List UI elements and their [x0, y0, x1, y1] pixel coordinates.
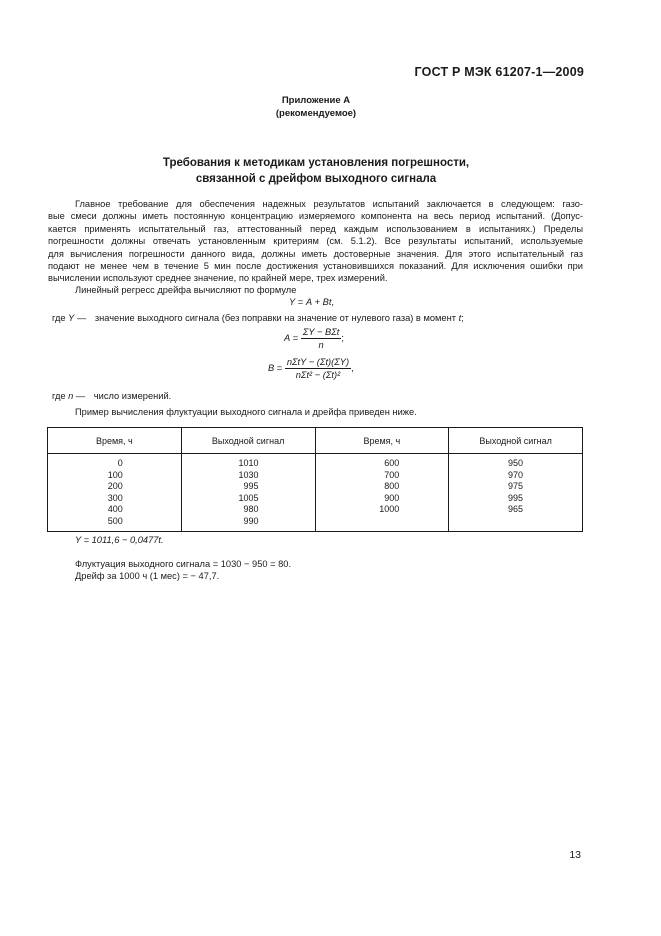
section-title-line2: связанной с дрейфом выходного сигнала: [195, 173, 437, 185]
result-equation: Y = 1011,6 − 0,0477t.: [75, 535, 164, 545]
section-title-line1: Требования к методикам установления погрешности,: [162, 157, 470, 169]
table-cell: 0 100 200 300 400 500: [48, 454, 182, 532]
paragraph-line: погрешности должны отвечать установленным критериям (см. 5.1.2). Все результаты испытаний, используемые: [48, 236, 583, 247]
formula-linear-regression: Y = A + Bt,: [289, 297, 335, 307]
table-header: Время, ч: [315, 428, 449, 454]
table-header: Выходной сигнал: [449, 428, 583, 454]
paragraph-line: кается применять испытательный газ, аттестованный перед каждым использованием в испытаниях.) Пределы: [48, 223, 583, 234]
annex-status: (рекомендуемое): [275, 108, 357, 119]
paragraph-line: Главное требование для обеспечения надежных результатов испытаний заключается в следующем: газо-: [75, 199, 583, 209]
paragraph-line: для вычисления погрешности данного вида, должны иметь достоверные значения. Для этого испытательный газ: [48, 248, 583, 259]
definition-y: где Y — значение выходного сигнала (без поправки на значение от нулевого газа) в момент t;: [52, 313, 464, 323]
paragraph-regression: Линейный регресс дрейфа вычисляют по формуле: [75, 285, 297, 295]
table-cell: 600 700 800 900 1000: [315, 454, 449, 532]
table-header: Выходной сигнал: [181, 428, 315, 454]
table-header: Время, ч: [48, 428, 182, 454]
formula-b: B = $\frac{\text{nΣtY − (Σt)(ΣY)}}{\text{nΣt² − (Σt)²}}$ ,: [268, 357, 354, 380]
data-table: [47, 427, 583, 532]
table-header-row: [48, 428, 583, 454]
paragraph-line: вычислении используют среднее значение, по крайней мере, трех измерений.: [48, 273, 388, 284]
paragraph-line: вые смеси должны иметь постоянную концентрацию измеряемого компонента на весь период испытаний. (Допус-: [48, 211, 583, 222]
table-cell: 950 970 975 995 965: [449, 454, 583, 532]
fluctuation-result: Флуктуация выходного сигнала = 1030 − 950 = 80.: [75, 559, 292, 569]
table-cell: 1010 1030 995 1005 980 990: [181, 454, 315, 532]
example-intro: Пример вычисления флуктуации выходного сигнала и дрейфа приведен ниже.: [75, 407, 417, 417]
document-header: ГОСТ Р МЭК 61207-1—2009: [414, 65, 584, 79]
annex-title: Приложение А: [281, 95, 351, 106]
page-number: 13: [569, 849, 581, 861]
drift-result: Дрейф за 1000 ч (1 мес) = − 47,7.: [75, 571, 220, 581]
formula-a: A = $\frac{\text{ΣY − BΣt}}{n}$ ;: [284, 327, 344, 350]
table-row: [48, 454, 583, 532]
paragraph-requirements: [48, 198, 583, 285]
paragraph-line: подают не менее чем в течение 5 мин после достижения установившихся показаний. Для исключения ошибки при: [48, 261, 583, 272]
definition-n: где n — число измерений.: [52, 391, 172, 401]
